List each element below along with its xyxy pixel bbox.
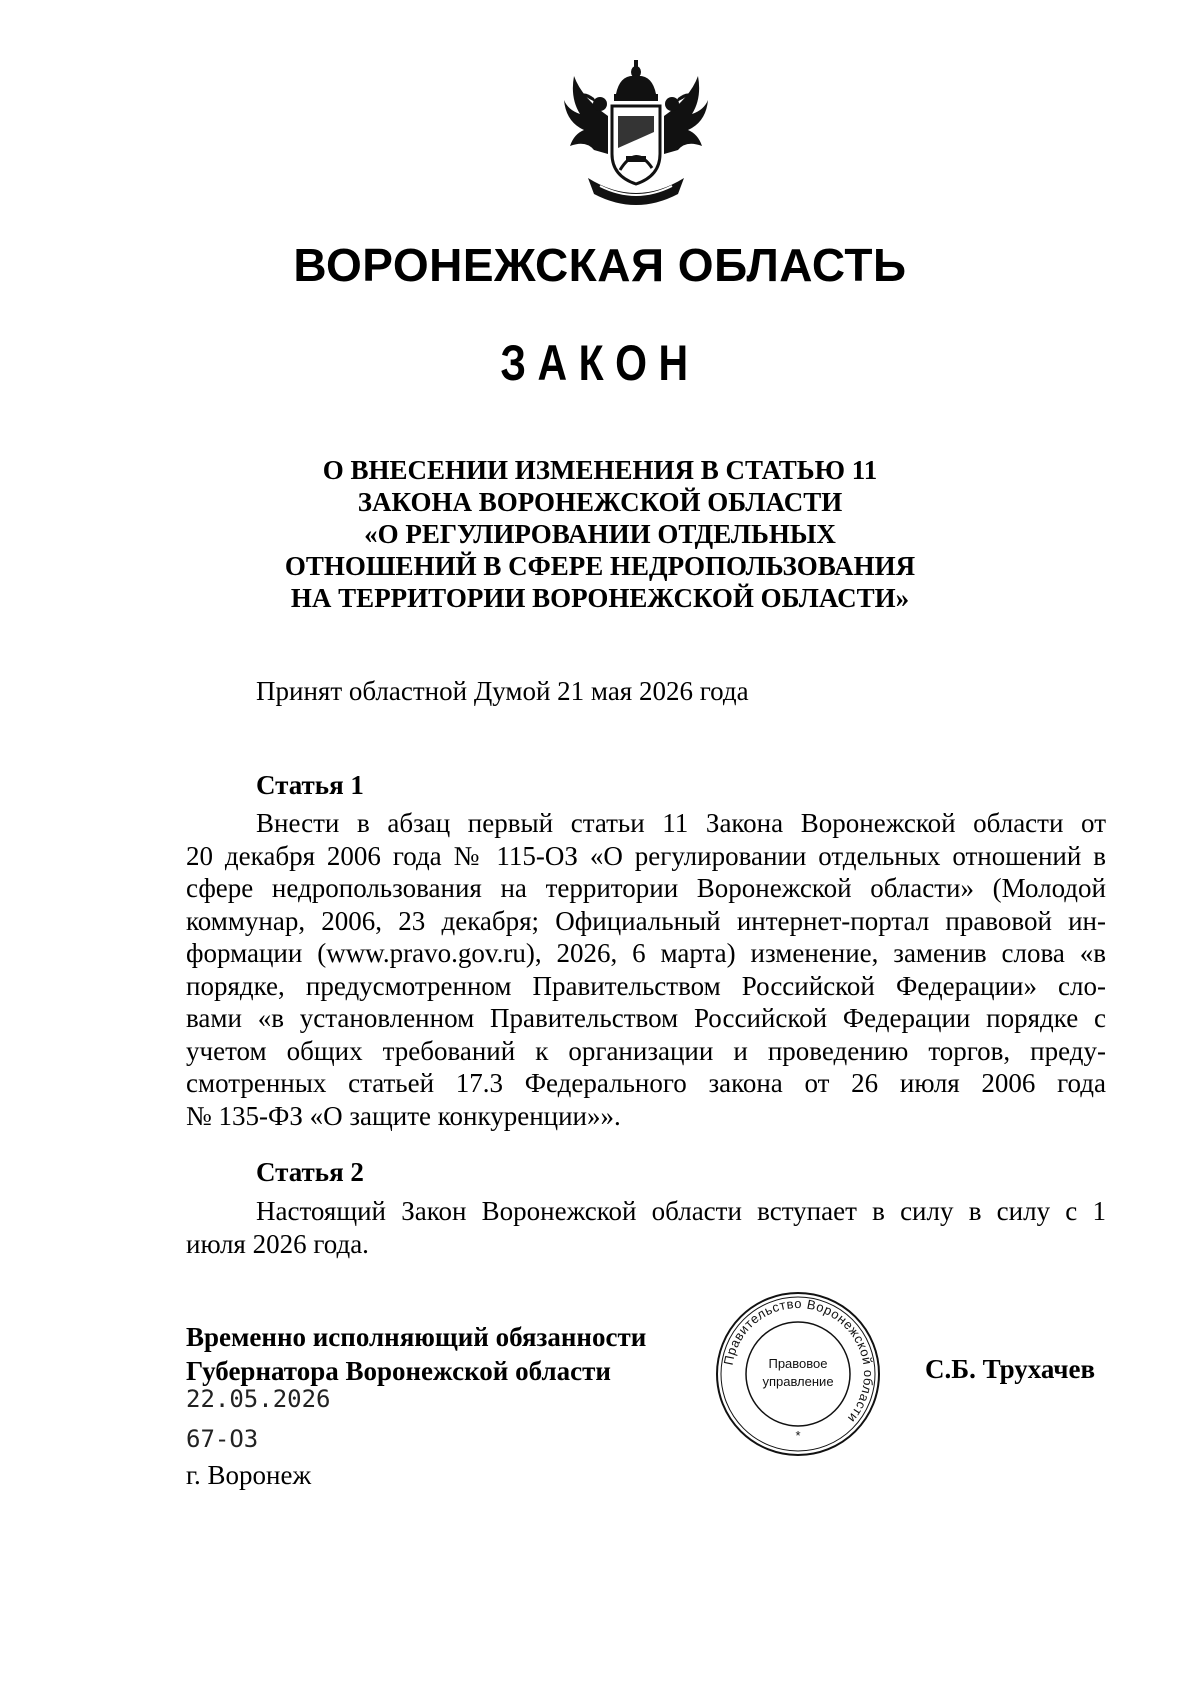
article-2-text bbox=[186, 1195, 1106, 1260]
signer-name: С.Б. Трухачев bbox=[925, 1354, 1096, 1384]
text-line: вами «в установленном Правительством Российской Федерации порядке с bbox=[186, 1003, 1106, 1033]
seal-center-line: Правовое bbox=[768, 1356, 828, 1371]
text-line: Внести в абзац первый статьи 11 Закона Воронежской области от bbox=[256, 808, 1106, 838]
signer-title-line: Временно исполняющий обязанности bbox=[186, 1322, 647, 1352]
text-line: формации (www.pravo.gov.ru), 2026, 6 марта) изменение, заменив слова «в bbox=[186, 938, 1106, 968]
document-type: ЗАКОН bbox=[500, 335, 700, 391]
text-line: порядке, предусмотренном Правительством Российской Федерации» сло- bbox=[186, 970, 1106, 1001]
seal-outer-text: Правительство Воронежской области bbox=[720, 1295, 877, 1427]
official-seal-stamp bbox=[714, 1290, 882, 1458]
text-line: смотренных статьей 17.3 Федерального закона от 26 июля 2006 года bbox=[186, 1068, 1106, 1098]
law-title-line: «О РЕГУЛИРОВАНИИ ОТДЕЛЬНЫХ bbox=[364, 519, 836, 549]
seal-center-line: управление bbox=[762, 1374, 834, 1389]
law-title-line: О ВНЕСЕНИИ ИЗМЕНЕНИЯ В СТАТЬЮ 11 bbox=[322, 455, 878, 485]
text-line: 20 декабря 2006 года № 115-ОЗ «О регулировании отдельных отношений в bbox=[186, 840, 1106, 871]
law-title bbox=[200, 454, 1000, 614]
text-line: коммунар, 2006, 23 декабря; Официальный интернет-портал правовой ин- bbox=[186, 905, 1106, 936]
law-number: 67-ОЗ bbox=[186, 1425, 259, 1453]
signer-title bbox=[186, 1320, 646, 1388]
seal-star: * bbox=[795, 1428, 801, 1443]
law-title-line: НА ТЕРРИТОРИИ ВОРОНЕЖСКОЙ ОБЛАСТИ» bbox=[290, 583, 910, 613]
signing-city: г. Воронеж bbox=[186, 1460, 312, 1490]
law-title-line: ЗАКОНА ВОРОНЕЖСКОЙ ОБЛАСТИ bbox=[357, 487, 843, 517]
signer-title-line: Губернатора Воронежской области bbox=[186, 1356, 611, 1386]
article-1-text bbox=[186, 807, 1106, 1132]
law-title-line: ОТНОШЕНИЙ В СФЕРЕ НЕДРОПОЛЬЗОВАНИЯ bbox=[284, 551, 916, 581]
text-line: № 135-ФЗ «О защите конкуренции»». bbox=[186, 1100, 621, 1131]
signing-date: 22.05.2026 bbox=[186, 1385, 331, 1413]
article-2-heading: Статья 2 bbox=[256, 1157, 364, 1187]
text-line: сфере недропользования на территории Воронежской области» (Молодой bbox=[186, 873, 1106, 903]
text-line: Настоящий Закон Воронежской области вступает в силу в силу с 1 bbox=[256, 1196, 1106, 1226]
article-1-heading: Статья 1 bbox=[256, 770, 364, 800]
region-title: ВОРОНЕЖСКАЯ ОБЛАСТЬ bbox=[293, 239, 907, 291]
adoption-note: Принят областной Думой 21 мая 2026 года bbox=[256, 676, 749, 706]
coat-of-arms-emblem bbox=[560, 58, 712, 214]
text-line: июля 2026 года. bbox=[186, 1228, 369, 1259]
text-line: учетом общих требований к организации и проведению торгов, преду- bbox=[186, 1035, 1106, 1066]
